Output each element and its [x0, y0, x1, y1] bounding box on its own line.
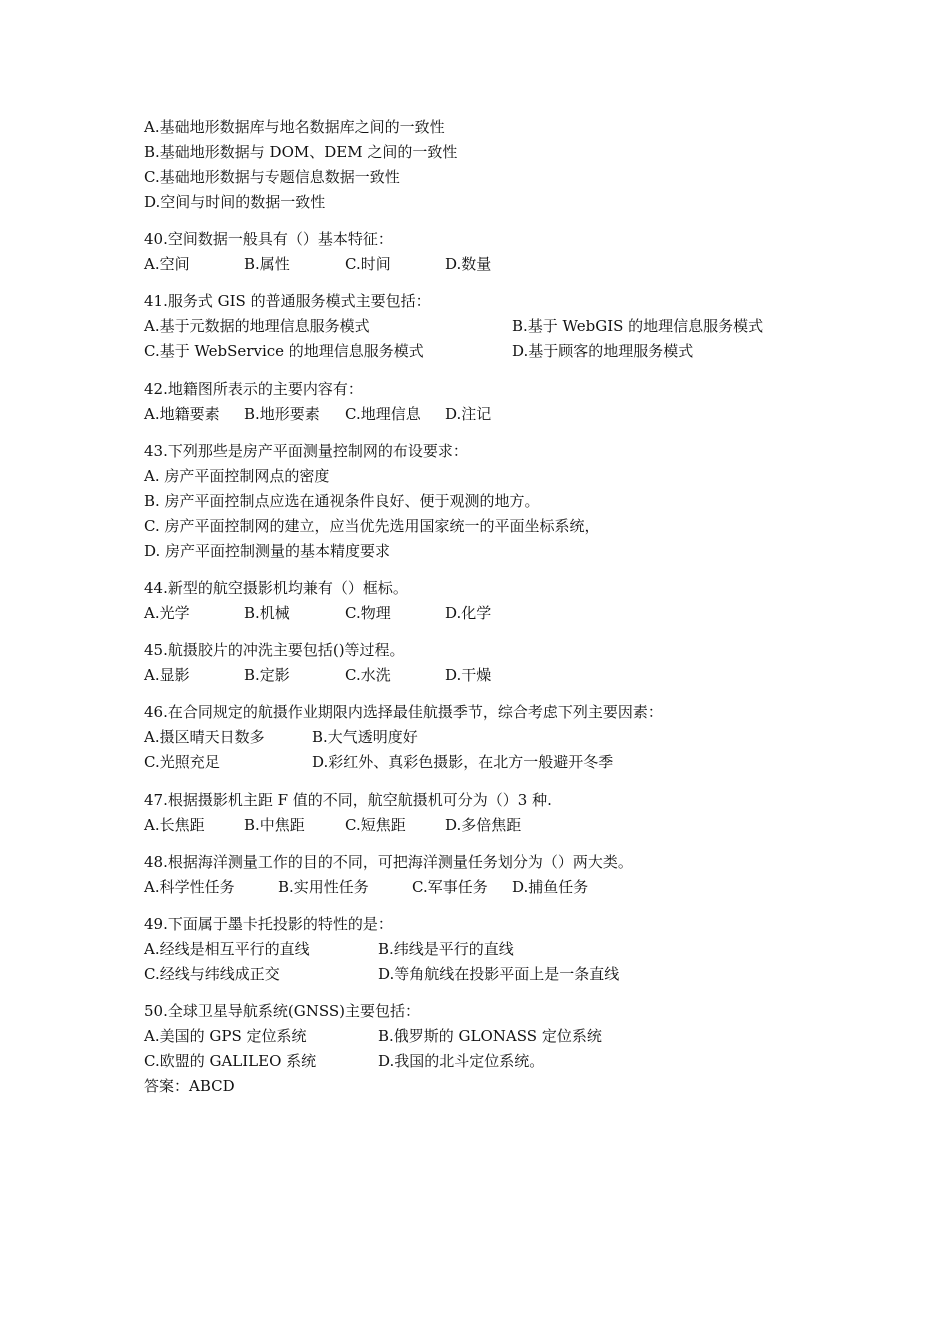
option-a: A.显影 [144, 666, 190, 684]
option-d: D.化学 [445, 604, 492, 622]
option-d: D.注记 [445, 405, 492, 423]
option-d: D.数量 [445, 255, 492, 273]
option-b: B.地形要素 [244, 405, 320, 423]
option-b: B. 房产平面控制点应选在通视条件良好、便于观测的地方。 [144, 492, 540, 510]
option-b: B.属性 [244, 255, 290, 273]
option-c: C.地理信息 [345, 405, 421, 423]
question-stem: 49.下面属于墨卡托投影的特性的是： [144, 915, 393, 933]
option-a: A.地籍要素 [144, 405, 220, 423]
option-c: C. 房产平面控制网的建立，应当优先选用国家统一的平面坐标系统， [144, 517, 600, 535]
option-a: A.空间 [144, 255, 190, 273]
option-c: C.欧盟的 GALILEO 系统 [144, 1052, 317, 1070]
option-c: C.水洗 [345, 666, 391, 684]
option-b: B.中焦距 [244, 816, 305, 834]
option-a: A.美国的 GPS 定位系统 [144, 1027, 307, 1045]
option-a: A.光学 [144, 604, 190, 622]
option-d: D.基于顾客的地理服务模式 [512, 342, 694, 360]
option-b: B.基于 WebGIS 的地理信息服务模式 [512, 317, 764, 335]
option-b: B.定影 [244, 666, 290, 684]
option-d: D.干燥 [445, 666, 492, 684]
option-a: A.科学性任务 [144, 878, 235, 896]
option-c: C.基础地形数据与专题信息数据一致性 [144, 168, 400, 186]
option-c: C.经线与纬线成正交 [144, 965, 280, 983]
option-c: C.基于 WebService 的地理信息服务模式 [144, 342, 424, 360]
option-a: A.长焦距 [144, 816, 205, 834]
option-b: B.俄罗斯的 GLONASS 定位系统 [378, 1027, 602, 1045]
question-stem: 50.全球卫星导航系统(GNSS)主要包括： [144, 1002, 420, 1020]
option-c: C.军事任务 [412, 878, 488, 896]
question-stem: 42.地籍图所表示的主要内容有： [144, 380, 363, 398]
option-a: A. 房产平面控制网点的密度 [144, 467, 330, 485]
option-d: D. 房产平面控制测量的基本精度要求 [144, 542, 391, 560]
option-a: A.经线是相互平行的直线 [144, 940, 310, 958]
question-stem: 45.航摄胶片的冲洗主要包括()等过程。 [144, 641, 405, 659]
option-b: B.纬线是平行的直线 [378, 940, 514, 958]
option-b: B.实用性任务 [278, 878, 369, 896]
question-stem: 41.服务式 GIS 的普通服务模式主要包括： [144, 292, 431, 310]
option-c: C.短焦距 [345, 816, 406, 834]
option-d: D.空间与时间的数据一致性 [144, 193, 326, 211]
question-stem: 44.新型的航空摄影机均兼有（）框标。 [144, 579, 408, 597]
option-d: D.等角航线在投影平面上是一条直线 [378, 965, 620, 983]
option-c: C.光照充足 [144, 753, 220, 771]
option-a: A.基础地形数据库与地名数据库之间的一致性 [144, 118, 445, 136]
question-stem: 40.空间数据一般具有（）基本特征： [144, 230, 393, 248]
option-a: A.基于元数据的地理信息服务模式 [144, 317, 370, 335]
option-d: D.捕鱼任务 [512, 878, 589, 896]
question-stem: 43.下列那些是房产平面测量控制网的布设要求： [144, 442, 468, 460]
option-d: D.多倍焦距 [445, 816, 522, 834]
answer-text: 答案：ABCD [144, 1077, 235, 1095]
option-d: D.我国的北斗定位系统。 [378, 1052, 545, 1070]
question-stem: 47.根据摄影机主距 F 值的不同，航空航摄机可分为（）3 种. [144, 791, 552, 809]
option-b: B.大气透明度好 [312, 728, 418, 746]
question-stem: 46.在合同规定的航摄作业期限内选择最佳航摄季节，综合考虑下列主要因素： [144, 703, 663, 721]
option-d: D.彩红外、真彩色摄影，在北方一般避开冬季 [312, 753, 614, 771]
option-c: C.时间 [345, 255, 391, 273]
option-b: B.机械 [244, 604, 290, 622]
option-b: B.基础地形数据与 DOM、DEM 之间的一致性 [144, 143, 458, 161]
question-stem: 48.根据海洋测量工作的目的不同，可把海洋测量任务划分为（）两大类。 [144, 853, 633, 871]
option-c: C.物理 [345, 604, 391, 622]
option-a: A.摄区晴天日数多 [144, 728, 265, 746]
